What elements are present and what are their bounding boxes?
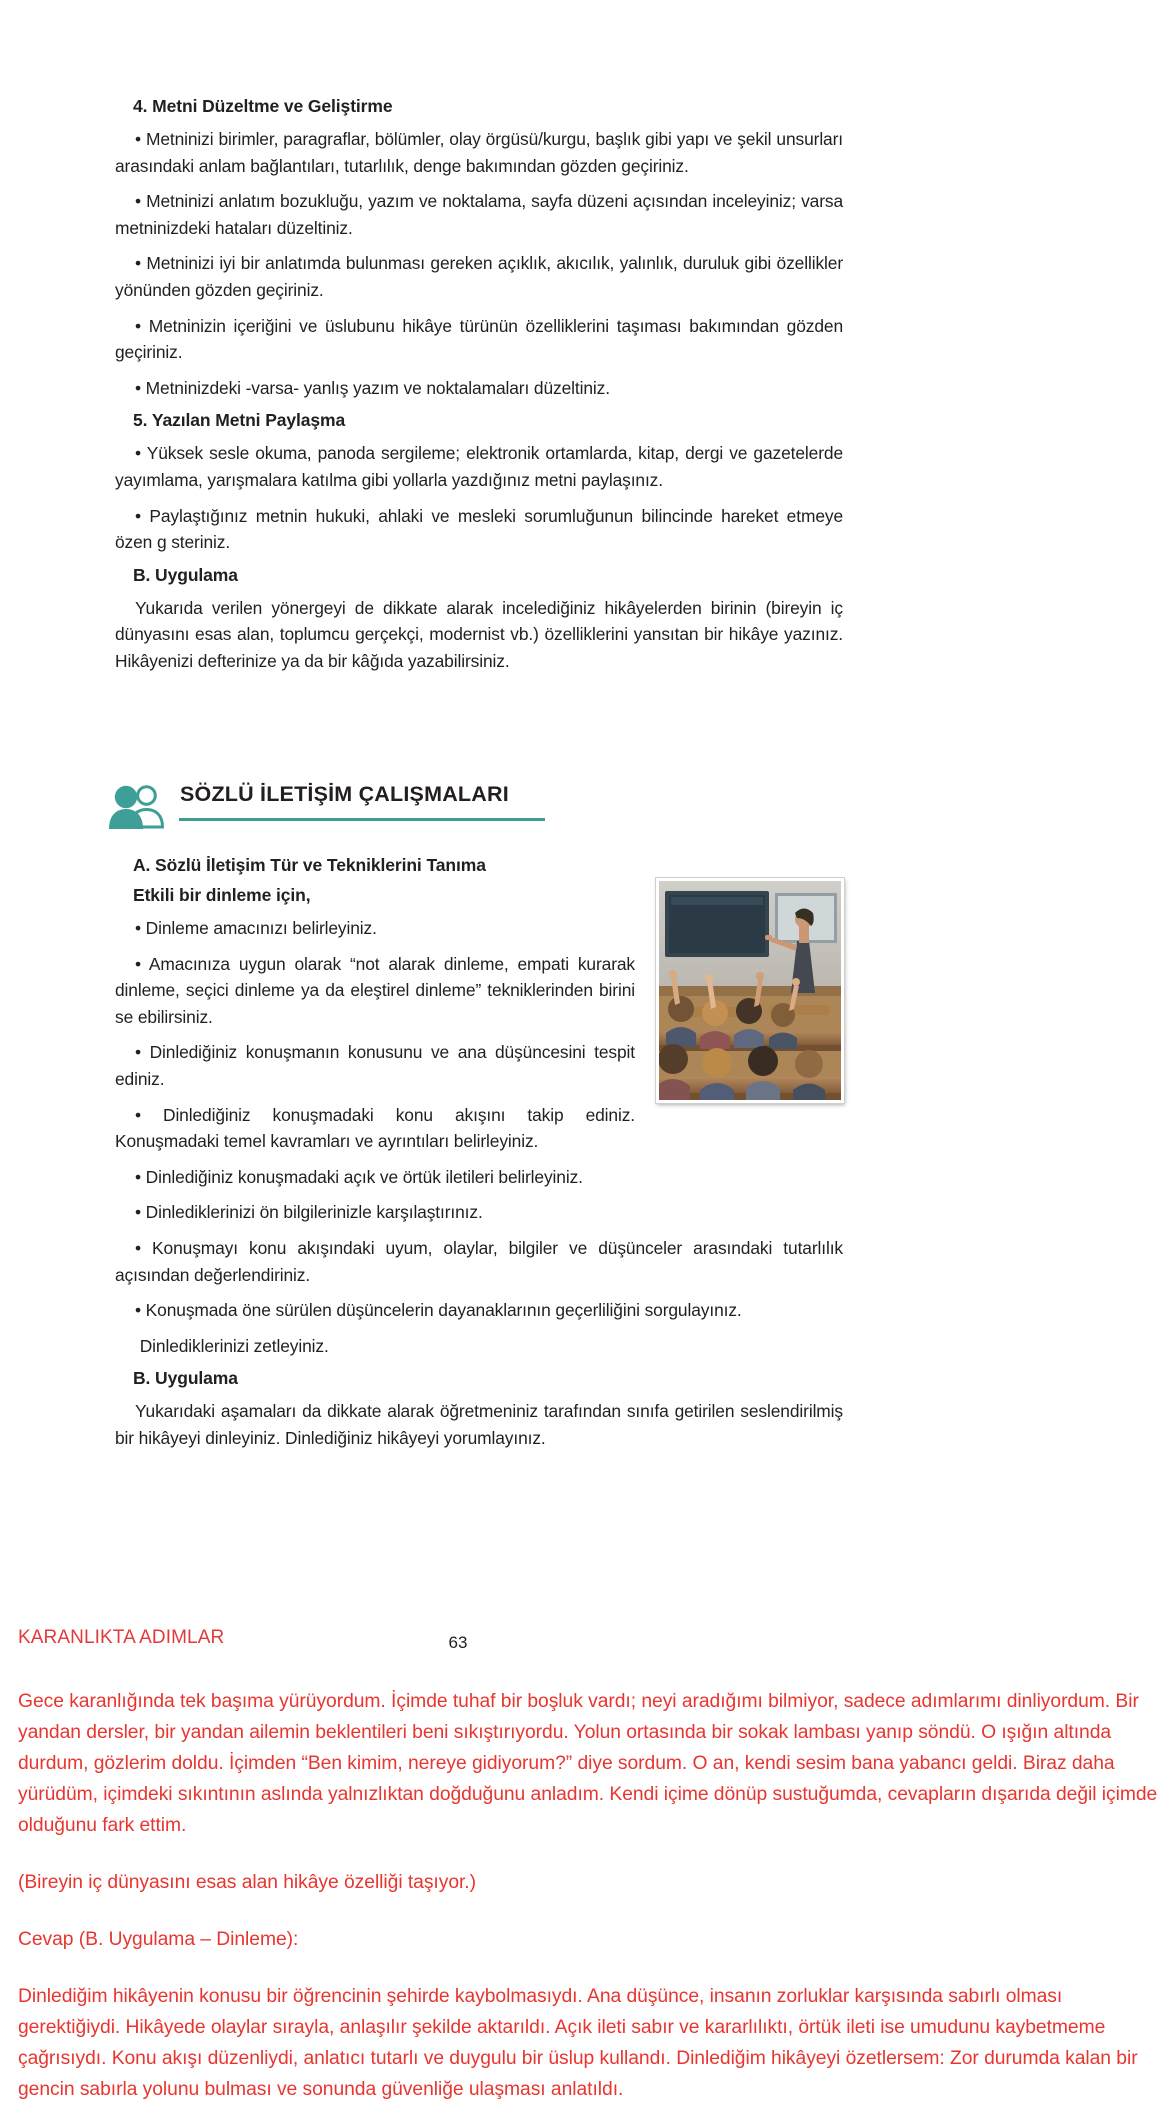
answer-label: Cevap (B. Uygulama – Dinleme): <box>18 1929 299 1950</box>
step4-bullet-2 <box>115 188 843 241</box>
oral-bullet-9 <box>115 1333 843 1360</box>
oral-bullet-2 <box>115 951 635 1031</box>
oral-bullet-7-text: • Konuşmayı konu akışındaki uyum, olaylar, bilgiler ve düşünceler arasındaki tutarlılık açısından değerlendiriniz. <box>115 1237 843 1285</box>
upper-content <box>115 96 843 684</box>
heading-step-4: 4. Metni Düzeltme ve Geliştirme <box>133 96 393 116</box>
step4-bullet-3 <box>115 250 843 303</box>
answer-body: Dinlediğim hikâyenin konusu bir öğrencinin şehirde kaybolmasıydı. Ana düşünce, insanın zorluklar karşısında sabırlı olması gerektiğiydi. Hikâyede olaylar sırayla, anlaşılır şekilde aktarıldı. Açık ileti sabır ve kararlılıktı, örtük ileti ise umudunu kaybetmeme çağrısıydı. Konu akışı düzenliydi, anlatıcı tutarlı ve duygulu bir üslup kullandı. Dinlediğim hikâyeyi özetlersem: Zor durumda kalan bir gencin sabırla yolunu bulması ve sonunda güvenliğe ulaşması anlatıldı. <box>18 1986 1138 2100</box>
step4-bullet-5-text: • Metninizdeki -varsa- yanlış yazım ve noktalamaları düzeltiniz. <box>135 377 610 398</box>
heading-uygulama-b-1: B. Uygulama <box>133 564 238 585</box>
step4-bullet-2-text: • Metninizi anlatım bozukluğu, yazım ve noktalama, sayfa düzeni açısından inceleyiniz; varsa metninizdeki hataları düzeltiniz. <box>115 191 843 238</box>
oral-bullet-9-text: Dinlediklerinizi zetleyiniz. <box>135 1335 329 1356</box>
oral-bullet-8-text: • Konuşmada öne sürülen düşüncelerin dayanaklarının geçerliliğini sorgulayınız. <box>135 1300 742 1321</box>
oral-bullet-8 <box>115 1297 843 1324</box>
heading-oral-a: A. Sözlü İletişim Tür ve Tekniklerini Tanıma <box>133 855 486 875</box>
oral-bullet-1-text: • Dinleme amacınızı belirleyiniz. <box>135 918 377 938</box>
people-icon <box>108 784 168 830</box>
answer-note: (Bireyin iç dünyasını esas alan hikâye özelliği taşıyor.) <box>18 1872 476 1893</box>
page-number-value: 63 <box>448 1633 468 1652</box>
uygulama-b-1-body: Yukarıda verilen yönergeyi de dikkate alarak incelediğiniz hikâyelerden birinin (bireyin iç dünyasını esas alan, toplumcu gerçekçi, modernist vb.) özelliklerini yansıtan bir hikâye yazınız. Hikâyenizi defterinize ya da bir kâğıda yazabilirsiniz. <box>115 597 843 671</box>
red-answer-block <box>18 1686 1158 2105</box>
section-underline <box>179 818 545 821</box>
footer-row <box>0 1627 1176 1667</box>
oral-bullet-7 <box>115 1235 843 1288</box>
oral-bullet-2-text: • Amacınıza uygun olarak “not alarak dinleme, empati kurarak dinleme, seçici dinleme ya da eleştirel dinleme” tekniklerinden birini se ebilirsiniz. <box>115 953 635 1027</box>
uygulama-b-2-text <box>115 1398 843 1451</box>
oral-bullet-1 <box>115 915 635 942</box>
step4-bullet-3-text: • Metninizi iyi bir anlatımda bulunması gereken açıklık, akıcılık, yalınlık, duruluk gibi özellikler yönünden gözden geçiriniz. <box>115 253 843 300</box>
heading-uygulama-b-2: B. Uygulama <box>133 1368 238 1389</box>
section-title: SÖZLÜ İLETİŞİM ÇALIŞMALARI <box>180 782 509 806</box>
page-number <box>0 1633 1176 1653</box>
oral-bullet-4-text: • Dinlediğiniz konuşmadaki konu akışını takip ediniz. Konuşmadaki temel kavramları ve ayrıntıları belirleyiniz. <box>115 1104 635 1152</box>
uygulama-b-2-body: Yukarıdaki aşamaları da dikkate alarak öğretmeniniz tarafından sınıfa getirilen seslendirilmiş bir hikâyeyi dinleyiniz. Dinlediğiniz hikâyeyi yorumlayınız. <box>115 1401 843 1448</box>
subheading-effective-listening: Etkili bir dinleme için, <box>133 885 311 905</box>
oral-bullet-5-text: • Dinlediğiniz konuşmadaki açık ve örtük iletileri belirleyiniz. <box>135 1166 583 1187</box>
answer-story-paragraph: Gece karanlığında tek başıma yürüyordum. İçimde tuhaf bir boşluk vardı; neyi aradığımı bilmiyor, sadece adımlarımı dinliyordum. Bir yandan dersler, bir yandan ailemin beklentileri beni sıkıştırıyordu. Yolun ortasında bir sokak lambası yanıp söndü. O ışığın altında durdum, gözlerim doldu. İçimden “Ben kimim, nereye gidiyorum?” diye sordum. O an, kendi sesim bana yabancı geldi. Biraz daha yürüdüm, içimdeki sıkıntının aslında yalnızlıktan doğduğunu anladım. Kendi içime dönüp sustuğumda, cevapların dışarıda değil içimde olduğunu fark ettim. <box>18 1691 1158 1836</box>
step4-bullet-5 <box>115 375 843 402</box>
step4-bullet-1-text: • Metninizi birimler, paragraflar, bölümler, olay örgüsü/kurgu, başlık gibi yapı ve şekil unsurları arasındaki anlam bağlantıları, tutarlılık, denge bakımından gözden geçiriniz. <box>115 129 843 176</box>
oral-bullet-5 <box>115 1164 843 1191</box>
step5-bullet-1 <box>115 440 843 493</box>
oral-bullet-6-text: • Dinlediklerinizi ön bilgilerinizle karşılaştırınız. <box>135 1202 483 1223</box>
heading-step-5: 5. Yazılan Metni Paylaşma <box>133 410 346 431</box>
lower-content <box>115 855 843 1461</box>
step5-bullet-2 <box>115 503 843 556</box>
step4-bullet-4 <box>115 313 843 366</box>
oral-bullet-4 <box>115 1102 635 1155</box>
section-header-oral-communication <box>108 780 568 838</box>
uygulama-b-1-text <box>115 595 843 675</box>
step5-bullet-2-text: • Paylaştığınız metnin hukuki, ahlaki ve mesleki sorumluğunun bilincinde hareket etmeye özen g steriniz. <box>115 505 843 553</box>
oral-bullet-6 <box>115 1199 843 1226</box>
step4-bullet-1 <box>115 126 843 179</box>
oral-bullet-3-text: • Dinlediğiniz konuşmanın konusunu ve ana düşüncesini tespit ediniz. <box>115 1042 635 1089</box>
step4-bullet-4-text: • Metninizin içeriğini ve üslubunu hikâye türünün özelliklerini taşıması bakımından gözden geçiriniz. <box>115 315 843 363</box>
oral-bullet-3 <box>115 1039 635 1092</box>
story-title: KARANLIKTA ADIMLAR <box>18 1627 225 1648</box>
step5-bullet-1-text: • Yüksek sesle okuma, panoda sergileme; elektronik ortamlarda, kitap, dergi ve gazetelerde yayımlama, yarışmalara katılma gibi yollarla yazdığınız metni paylaşınız. <box>115 443 843 490</box>
